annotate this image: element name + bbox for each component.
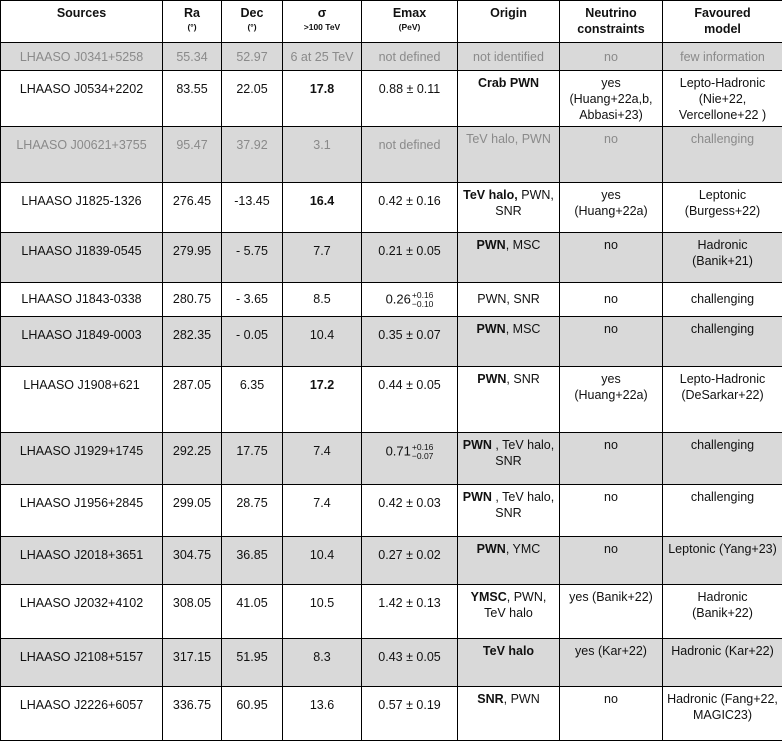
- origin-cell: [458, 183, 560, 233]
- source-cell: LHAASO J1908+621: [1, 367, 163, 433]
- origin-primary: TeV halo,: [463, 188, 518, 202]
- emax-cell: [362, 283, 458, 317]
- neutrino-cell: no: [560, 537, 663, 585]
- neutrino-cell: no: [560, 317, 663, 367]
- table-row: [1, 585, 782, 639]
- dec-cell: - 0.05: [222, 317, 283, 367]
- sigma-cell: 7.7: [283, 233, 362, 283]
- model-cell: challenging: [663, 485, 782, 537]
- emax-cell: not defined: [362, 43, 458, 71]
- source-cell: LHAASO J0341+5258: [1, 43, 163, 71]
- model-cell: few information: [663, 43, 782, 71]
- sigma-cell: 8.3: [283, 639, 362, 687]
- emax-uncertainty: [412, 291, 434, 309]
- neutrino-cell: yes (Huang+22a): [560, 367, 663, 433]
- sigma-cell: 6 at 25 TeV: [283, 43, 362, 71]
- origin-secondary: , TeV halo, SNR: [492, 438, 554, 468]
- model-cell: Hadronic (Fang+22, MAGIC23): [663, 687, 782, 741]
- source-cell: LHAASO J1843-0338: [1, 283, 163, 317]
- origin-secondary: , SNR: [506, 372, 539, 386]
- emax-cell: not defined: [362, 127, 458, 183]
- ra-cell: 292.25: [163, 433, 222, 485]
- origin-cell: [458, 317, 560, 367]
- origin-secondary: PWN, SNR: [495, 188, 554, 218]
- origin-cell: [458, 283, 560, 317]
- model-cell: Hadronic (Kar+22): [663, 639, 782, 687]
- header-emax: Emax (PeV): [362, 1, 458, 43]
- source-cell: LHAASO J2018+3651: [1, 537, 163, 585]
- origin-cell: [458, 485, 560, 537]
- ra-cell: 299.05: [163, 485, 222, 537]
- ra-cell: 95.47: [163, 127, 222, 183]
- source-cell: LHAASO J2226+6057: [1, 687, 163, 741]
- table-body: [1, 43, 782, 741]
- table-row: [1, 367, 782, 433]
- origin-cell: [458, 433, 560, 485]
- table-row: [1, 537, 782, 585]
- sigma-cell: 17.8: [283, 71, 362, 127]
- origin-cell: [458, 233, 560, 283]
- sigma-cell: 10.5: [283, 585, 362, 639]
- table-row: [1, 283, 782, 317]
- origin-primary: PWN: [463, 490, 492, 504]
- origin-primary: PWN: [477, 322, 506, 336]
- model-cell: challenging: [663, 127, 782, 183]
- header-neutrino: Neutrino constraints: [560, 1, 663, 43]
- neutrino-cell: yes (Banik+22): [560, 585, 663, 639]
- dec-cell: 60.95: [222, 687, 283, 741]
- neutrino-cell: no: [560, 485, 663, 537]
- origin-primary: YMSC: [471, 590, 507, 604]
- header-row: [1, 1, 782, 43]
- source-cell: LHAASO J1839-0545: [1, 233, 163, 283]
- dec-cell: 22.05: [222, 71, 283, 127]
- model-cell: challenging: [663, 317, 782, 367]
- origin-primary: Crab PWN: [478, 76, 539, 90]
- header-sources: Sources: [1, 1, 163, 43]
- model-cell: Lepto-Hadronic (DeSarkar+22): [663, 367, 782, 433]
- origin-cell: [458, 537, 560, 585]
- model-cell: challenging: [663, 433, 782, 485]
- emax-lower: −0.07: [412, 452, 434, 461]
- origin-cell: [458, 585, 560, 639]
- neutrino-cell: no: [560, 127, 663, 183]
- model-cell: Hadronic (Banik+22): [663, 585, 782, 639]
- neutrino-cell: yes (Huang+22a,b, Abbasi+23): [560, 71, 663, 127]
- emax-value: 0.26: [386, 291, 411, 306]
- origin-primary: PWN: [477, 542, 506, 556]
- emax-value: 0.71: [386, 443, 411, 458]
- neutrino-cell: no: [560, 283, 663, 317]
- model-cell: challenging: [663, 283, 782, 317]
- ra-cell: 276.45: [163, 183, 222, 233]
- ra-cell: 304.75: [163, 537, 222, 585]
- sigma-cell: 7.4: [283, 433, 362, 485]
- sigma-cell: 7.4: [283, 485, 362, 537]
- table-row: [1, 71, 782, 127]
- origin-secondary: , PWN, TeV halo: [484, 590, 546, 620]
- origin-cell: [458, 639, 560, 687]
- emax-upper: +0.16: [412, 443, 434, 452]
- model-cell: Hadronic (Banik+21): [663, 233, 782, 283]
- emax-cell: 0.42 ± 0.03: [362, 485, 458, 537]
- model-cell: Leptonic (Burgess+22): [663, 183, 782, 233]
- emax-lower: −0.10: [412, 300, 434, 309]
- table-row: [1, 639, 782, 687]
- sigma-cell: 3.1: [283, 127, 362, 183]
- origin-secondary: PWN, SNR: [477, 292, 540, 306]
- table-row: [1, 317, 782, 367]
- header-sigma: σ >100 TeV: [283, 1, 362, 43]
- emax-cell: 1.42 ± 0.13: [362, 585, 458, 639]
- emax-cell: 0.21 ± 0.05: [362, 233, 458, 283]
- origin-primary: SNR: [477, 692, 503, 706]
- dec-cell: - 3.65: [222, 283, 283, 317]
- emax-cell: 0.27 ± 0.02: [362, 537, 458, 585]
- dec-cell: 36.85: [222, 537, 283, 585]
- neutrino-cell: no: [560, 233, 663, 283]
- origin-cell: [458, 127, 560, 183]
- ra-cell: 280.75: [163, 283, 222, 317]
- source-cell: LHAASO J1929+1745: [1, 433, 163, 485]
- emax-cell: 0.35 ± 0.07: [362, 317, 458, 367]
- neutrino-cell: no: [560, 433, 663, 485]
- origin-secondary: , YMC: [506, 542, 541, 556]
- neutrino-cell: yes (Kar+22): [560, 639, 663, 687]
- ra-cell: 287.05: [163, 367, 222, 433]
- sigma-cell: 10.4: [283, 317, 362, 367]
- emax-cell: 0.57 ± 0.19: [362, 687, 458, 741]
- origin-cell: [458, 71, 560, 127]
- emax-cell: 0.42 ± 0.16: [362, 183, 458, 233]
- model-cell: Lepto-Hadronic (Nie+22, Vercellone+22 ): [663, 71, 782, 127]
- origin-secondary: , PWN: [504, 692, 540, 706]
- dec-cell: 17.75: [222, 433, 283, 485]
- emax-cell: 0.43 ± 0.05: [362, 639, 458, 687]
- ra-cell: 55.34: [163, 43, 222, 71]
- emax-uncertainty: [412, 443, 434, 461]
- table-row: [1, 433, 782, 485]
- origin-secondary: TeV halo, PWN: [466, 132, 551, 146]
- header-dec: Dec (°): [222, 1, 283, 43]
- dec-cell: - 5.75: [222, 233, 283, 283]
- neutrino-cell: no: [560, 43, 663, 71]
- ra-cell: 279.95: [163, 233, 222, 283]
- ra-cell: 83.55: [163, 71, 222, 127]
- source-cell: LHAASO J2032+4102: [1, 585, 163, 639]
- table-row: [1, 687, 782, 741]
- sigma-cell: 8.5: [283, 283, 362, 317]
- origin-primary: PWN: [477, 238, 506, 252]
- origin-cell: [458, 367, 560, 433]
- source-cell: LHAASO J1956+2845: [1, 485, 163, 537]
- table-row: [1, 127, 782, 183]
- sigma-cell: 16.4: [283, 183, 362, 233]
- dec-cell: 37.92: [222, 127, 283, 183]
- origin-secondary: , MSC: [506, 322, 541, 336]
- origin-secondary: , MSC: [506, 238, 541, 252]
- source-cell: LHAASO J0534+2202: [1, 71, 163, 127]
- table-row: [1, 485, 782, 537]
- ra-cell: 308.05: [163, 585, 222, 639]
- ra-cell: 317.15: [163, 639, 222, 687]
- emax-cell: 0.44 ± 0.05: [362, 367, 458, 433]
- table-row: [1, 43, 782, 71]
- dec-cell: 41.05: [222, 585, 283, 639]
- sigma-cell: 17.2: [283, 367, 362, 433]
- dec-cell: 28.75: [222, 485, 283, 537]
- dec-cell: 6.35: [222, 367, 283, 433]
- origin-cell: [458, 43, 560, 71]
- source-cell: LHAASO J2108+5157: [1, 639, 163, 687]
- source-cell: LHAASO J00621+3755: [1, 127, 163, 183]
- header-model: Favoured model: [663, 1, 782, 43]
- header-ra: Ra (°): [163, 1, 222, 43]
- emax-upper: +0.16: [412, 291, 434, 300]
- header-origin: Origin: [458, 1, 560, 43]
- origin-primary: TeV halo: [483, 644, 534, 658]
- origin-primary: PWN: [477, 372, 506, 386]
- table-row: [1, 183, 782, 233]
- ra-cell: 336.75: [163, 687, 222, 741]
- dec-cell: 51.95: [222, 639, 283, 687]
- dec-cell: -13.45: [222, 183, 283, 233]
- dec-cell: 52.97: [222, 43, 283, 71]
- neutrino-cell: yes (Huang+22a): [560, 183, 663, 233]
- origin-cell: [458, 687, 560, 741]
- ra-cell: 282.35: [163, 317, 222, 367]
- origin-primary: PWN: [463, 438, 492, 452]
- origin-secondary: , TeV halo, SNR: [492, 490, 554, 520]
- source-cell: LHAASO J1825-1326: [1, 183, 163, 233]
- model-cell: Leptonic (Yang+23): [663, 537, 782, 585]
- origin-secondary: not identified: [473, 50, 544, 64]
- emax-cell: [362, 433, 458, 485]
- neutrino-cell: no: [560, 687, 663, 741]
- source-cell: LHAASO J1849-0003: [1, 317, 163, 367]
- emax-cell: 0.88 ± 0.11: [362, 71, 458, 127]
- table-row: [1, 233, 782, 283]
- sigma-cell: 10.4: [283, 537, 362, 585]
- sigma-cell: 13.6: [283, 687, 362, 741]
